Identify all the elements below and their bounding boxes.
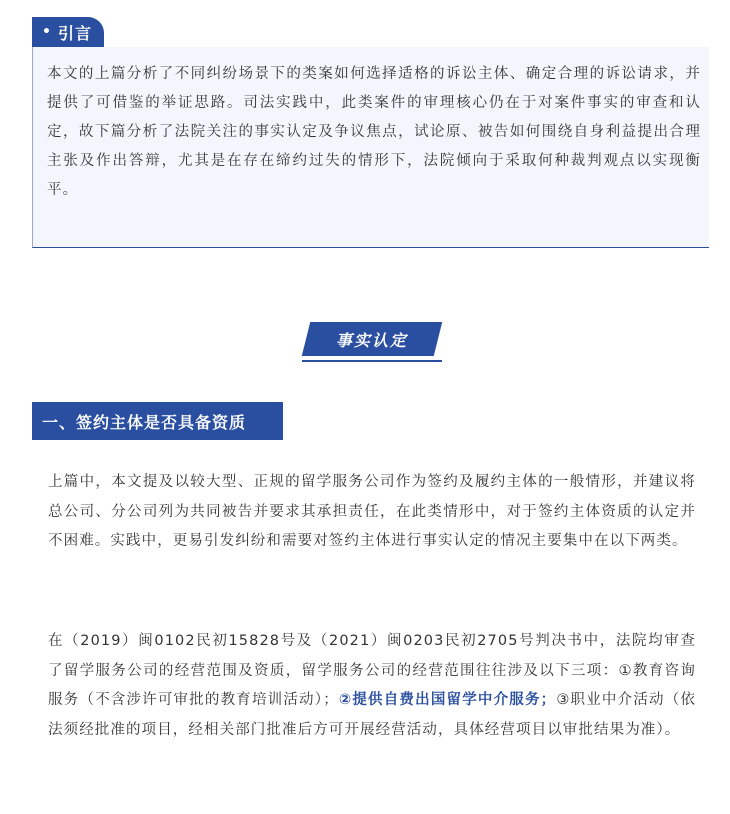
paragraph-2-text-end: ③职业中介活动（依法须经批准的项目，经相关部门批准后方可开展经营活动，具体经营项目以审批结果为准）。 <box>48 692 696 738</box>
intro-box <box>32 47 709 248</box>
paragraph-2-highlight: ②提供自费出国留学中介服务； <box>338 692 557 708</box>
paragraph-2 <box>48 627 696 745</box>
section-title-block <box>302 322 442 364</box>
subsection-heading: 一、签约主体是否具备资质 <box>32 402 283 440</box>
intro-text: 本文的上篇分析了不同纠纷场景下的类案如何选择适格的诉讼主体、确定合理的诉讼请求，并提供了可借鉴的举证思路。司法实践中，此类案件的审理核心仍在于对案件事实的审查和认定，故下篇分析了法院关注的事实认定及争议焦点，试论原、被告如何围绕自身利益提出合理主张及作出答辩，尤其是在存在缔约过失的情形下，法院倾向于采取何种裁判观点以实现衡平。 <box>47 66 701 198</box>
section-title-banner <box>302 322 442 356</box>
paragraph-1: 上篇中，本文提及以较大型、正规的留学服务公司作为签约及履约主体的一般情形，并建议将总公司、分公司列为共同被告并要求其承担责任，在此类情形中，对于签约主体资质的认定并不困难。实践中，更易引发纠纷和需要对签约主体进行事实认定的情况主要集中在以下两类。 <box>48 474 696 549</box>
section-title-underline <box>302 360 442 362</box>
intro-tab <box>32 17 104 47</box>
bullet-marker: • <box>42 24 52 40</box>
section-title: 事实认定 <box>335 330 408 350</box>
paragraph-2-text-start: 在（2019）闽0102民初15828号及（2021）闽0203民初2705号判决书中，法院均审查了留学服务公司的经营范围及资质，留学服务公司的经营范围往往涉及以下三项：①教育咨询服务（不含涉许可审批的教育培训活动）； <box>48 633 696 708</box>
intro-tab-label: 引言 <box>57 23 92 43</box>
